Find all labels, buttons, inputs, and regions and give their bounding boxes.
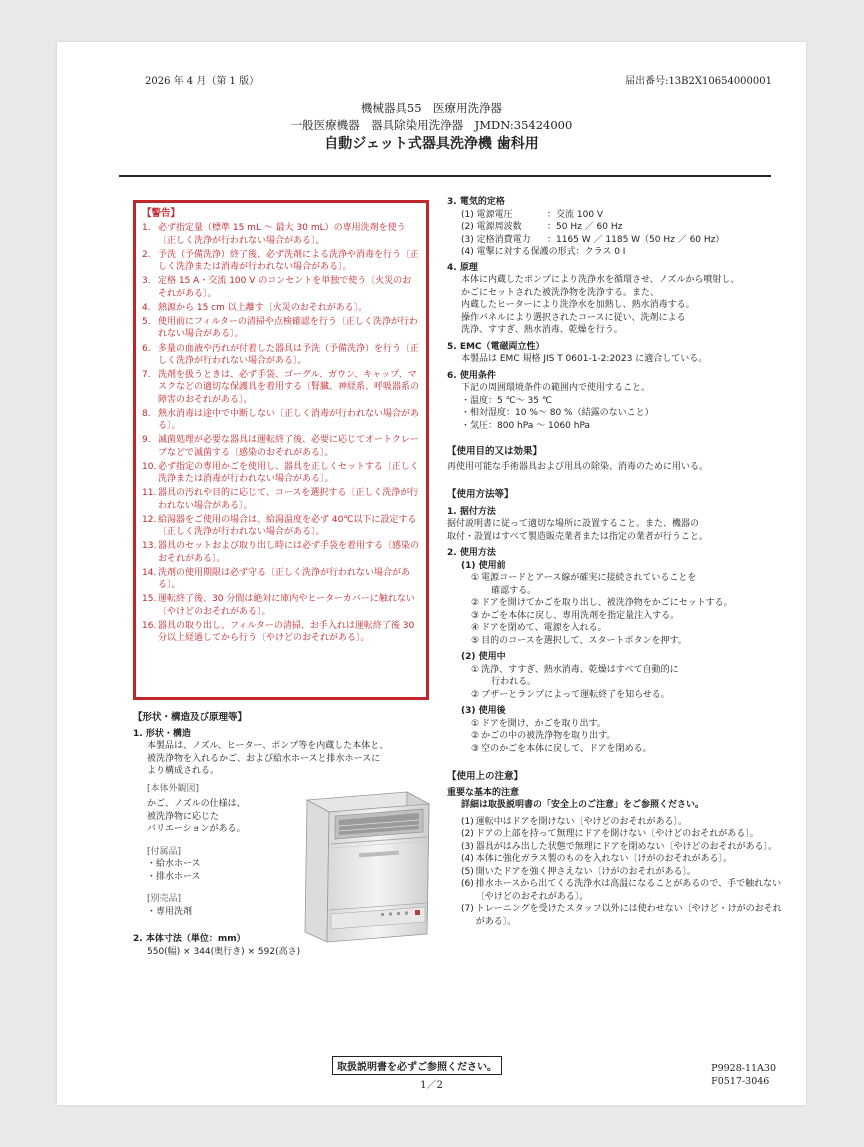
installation-heading: 1. 据付方法 — [447, 506, 496, 517]
step-line: ドアを開け、かごを取り出す。 — [481, 718, 606, 729]
caution-number: (2) — [461, 829, 474, 839]
step-line: かごの中の被洗浄物を取り出す。 — [481, 731, 616, 741]
warning-item — [142, 514, 420, 539]
registration-number: 届出番号:13B2X10654000001 — [625, 76, 772, 87]
condition-item: ・相対湿度：10 %～ 80 %（結露のないこと） — [461, 408, 654, 418]
rating-value: ：1165 W ／ 1185 W（50 Hz ／ 60 Hz） — [547, 234, 725, 245]
electrical-heading: 3. 電気的定格 — [447, 197, 505, 207]
shape-section-heading: 【形状・構造及び原理等】 — [133, 712, 248, 723]
body-line: 操作パネルにより選択されたコースに従い、洗剤による — [461, 312, 686, 323]
step-line: かごを本体に戻し、専用洗剤を指定量注入する。 — [481, 610, 680, 621]
body-line: 本製品は、ノズル、ヒーター、ポンプ等を内蔵した本体と、 — [147, 741, 389, 751]
caution-item — [461, 878, 787, 903]
during-use-heading: (2) 使用中 — [461, 652, 506, 662]
accessory-item: ・排水ホース — [147, 871, 201, 882]
warning-text: 必ず指定量（標準 15 mL ～ 最大 30 mL）の専用洗剤を使う〔正しく洗浄が行われない場合がある〕。 — [158, 223, 406, 246]
caution-text: 本体に強化ガラス製のものを入れない〔けがのおそれがある〕。 — [475, 854, 732, 864]
rating-value: ：クラス 0 I — [575, 247, 626, 257]
emc-body: 本製品は EMC 規格 JIS T 0601-1-2:2023 に適合している。 — [461, 354, 708, 364]
note-line: かご、ノズルの仕様は、 — [147, 799, 246, 809]
caution-item — [461, 903, 787, 928]
title-block — [57, 100, 806, 154]
rating-key: (4) 電撃に対する保護の形式 — [461, 247, 576, 257]
exterior-label: [本体外観図] — [147, 783, 200, 794]
caution-list — [447, 816, 787, 929]
warning-number: 5. — [142, 317, 151, 327]
page-number: 1／2 — [420, 1080, 443, 1091]
warning-box — [133, 200, 429, 700]
warning-item — [142, 316, 420, 341]
body-line: 内蔵したヒーターにより洗浄水を加熱し、熱水消毒する。 — [461, 300, 695, 310]
warning-item — [142, 222, 420, 247]
warning-item — [142, 620, 420, 645]
before-use-heading: (1) 使用前 — [461, 560, 506, 571]
rating-row — [461, 221, 787, 234]
step-line: ブザーとランプによって運転終了を知らせる。 — [481, 689, 670, 700]
warning-text: 運転終了後、30 分間は絶対に庫内やヒーターカバーに触れない〔やけどのおそれがある〕。 — [158, 594, 415, 617]
step-item — [471, 610, 787, 623]
caution-item — [461, 816, 787, 829]
installation-body — [447, 518, 787, 543]
warning-number: 4. — [142, 302, 151, 313]
warning-item — [142, 567, 420, 592]
accessories-label: [付属品] — [147, 846, 182, 857]
separate-item: ・専用洗剤 — [147, 906, 193, 917]
shape-structure-body — [133, 740, 433, 778]
warning-text: 多量の血液や汚れが付着した器具は予洗（予備洗浄）を行う〔正しく洗浄が行われない場合がある〕。 — [158, 343, 420, 366]
warning-item — [142, 487, 420, 512]
rating-row — [461, 246, 787, 259]
step-text — [481, 635, 787, 648]
caution-text: ドアの上部を持って無理にドアを開けない〔やけどのおそれがある〕。 — [475, 829, 759, 839]
step-number: ⑤ — [471, 635, 480, 646]
step-text — [481, 730, 787, 743]
warning-number: 6. — [142, 343, 151, 354]
caution-subheading: 重要な基本的注意 — [447, 787, 520, 798]
warning-number: 1. — [142, 223, 151, 234]
step-line: ドアを開けてかごを取り出し、被洗浄物をかごにセットする。 — [481, 598, 733, 608]
body-line: 洗浄、すすぎ、熱水消毒、乾燥を行う。 — [461, 325, 623, 335]
shape-structure-heading: 1. 形状・構造 — [133, 728, 191, 739]
warning-number: 15. — [142, 594, 157, 605]
caution-text: トレーニングを受けたスタッフ以外には使わせない〔やけど・けがのおそれがある〕。 — [475, 904, 782, 927]
step-number: ③ — [471, 610, 480, 621]
body-line: より構成される。 — [147, 766, 220, 776]
caution-item — [461, 841, 787, 854]
warning-number: 7. — [142, 370, 151, 380]
warning-number: 11. — [142, 488, 157, 499]
warning-text: 洗剤の使用期限は必ず守る〔正しく洗浄が行われない場合がある〕。 — [158, 567, 411, 591]
warning-number: 2. — [142, 249, 151, 260]
warning-number: 3. — [142, 276, 151, 287]
rating-key: (3) 定格消費電力 — [461, 234, 531, 245]
step-item — [471, 597, 787, 610]
warning-number: 13. — [142, 541, 157, 552]
accessory-item: ・給水ホース — [147, 859, 201, 869]
caution-number: (3) — [461, 841, 474, 852]
step-number: ① — [471, 573, 480, 583]
step-text — [481, 610, 787, 623]
step-number: ① — [471, 718, 480, 729]
rating-value: ：50 Hz ／ 60 Hz — [547, 222, 623, 232]
after-use-list — [447, 718, 787, 756]
caution-item — [461, 828, 787, 841]
step-item — [471, 718, 787, 731]
conditions-heading: 6. 使用条件 — [447, 370, 496, 381]
step-text — [481, 597, 787, 610]
caution-text: 排水ホースから出てくる洗浄水は高温になることがあるので、手で触れない〔やけどのおそれがある〕。 — [475, 879, 782, 902]
usage-heading: 2. 使用方法 — [447, 548, 496, 558]
warning-item — [142, 593, 420, 618]
after-use-heading: (3) 使用後 — [461, 706, 506, 716]
rating-key: (2) 電源周波数 — [461, 222, 522, 232]
condition-item: ・温度：5 ℃～ 35 ℃ — [461, 395, 552, 406]
step-line: ドアを閉めて、電源を入れる。 — [481, 623, 607, 633]
caution-reference: 詳細は取扱説明書の「安全上のご注意」をご参照ください。 — [461, 800, 705, 810]
title-rule — [119, 175, 771, 177]
step-item — [471, 730, 787, 743]
step-item — [471, 689, 787, 702]
product-name: 自動ジェット式器具洗浄機 歯科用 — [324, 136, 539, 152]
step-item — [471, 572, 787, 597]
caution-text: 開いたドアを強く押さえない〔けがのおそれがある〕。 — [475, 866, 696, 877]
document-codes — [711, 1062, 776, 1088]
step-line: 空のかごを本体に戻して、ドアを閉める。 — [481, 743, 652, 754]
step-item — [471, 743, 787, 756]
dimensions-heading: 2. 本体寸法（単位：mm） — [133, 934, 246, 944]
step-line: 電源コードとアース線が確実に接続されていることを — [481, 573, 697, 583]
warning-text: 使用前にフィルターの清掃や点検確認を行う〔正しく洗浄が行われない場合がある〕。 — [158, 317, 418, 340]
step-line: 洗浄、すすぎ、熱水消毒、乾燥はすべて自動的に — [481, 664, 679, 675]
warning-text: 洗剤を扱うときは、必ず手袋、ゴーグル、ガウン、キャップ、マスクなどの適切な保護具を着用する〔腎臓、神経系、呼吸器系の障害のおそれがある〕。 — [158, 370, 420, 405]
warning-item — [142, 343, 420, 368]
emc-heading: 5. EMC（電磁両立性） — [447, 341, 545, 352]
right-column — [447, 196, 787, 928]
body-line: 取付・設置はすべて製造販売業者または指定の業者が行うこと。 — [447, 531, 708, 542]
before-use-list — [447, 572, 787, 647]
warning-item — [142, 408, 420, 433]
rating-row — [461, 209, 787, 222]
step-number: ① — [471, 664, 480, 675]
rating-row — [461, 234, 787, 247]
warning-number: 14. — [142, 567, 157, 578]
warning-text: 熱水消毒は途中で中断しない〔正しく消毒が行われない場合がある〕。 — [158, 408, 420, 432]
warning-number: 10. — [142, 461, 157, 472]
step-item — [471, 664, 787, 689]
caution-heading: 【使用上の注意】 — [447, 771, 524, 782]
warning-item — [142, 540, 420, 565]
step-text — [481, 689, 787, 702]
warning-text: 定格 15 A・交流 100 V のコンセントを単独で使う〔火災のおそれがある〕。 — [158, 276, 412, 299]
principle-body — [447, 274, 787, 337]
rating-value: ：交流 100 V — [547, 209, 604, 220]
step-text — [481, 664, 787, 689]
caution-number: (1) — [461, 816, 474, 827]
step-item — [471, 635, 787, 648]
caution-number: (4) — [461, 854, 474, 864]
warning-text: 滅菌処理が必要な器具は運転終了後、必要に応じてオートクレーブなどで滅菌する〔感染のおそれがある〕。 — [158, 435, 419, 458]
warning-item — [142, 302, 420, 314]
step-text — [481, 572, 787, 597]
step-number: ② — [471, 689, 480, 700]
document-code: F0517-3046 — [711, 1076, 770, 1087]
step-number: ③ — [471, 743, 480, 754]
step-number: ④ — [471, 623, 480, 633]
note-line: 被洗浄物に応じた — [147, 811, 220, 822]
warning-item — [142, 369, 420, 406]
conditions-intro: 下記の周囲環境条件の範囲内で使用すること。 — [461, 383, 651, 393]
document-page — [57, 42, 806, 1105]
principle-heading: 4. 原理 — [447, 262, 478, 273]
warning-text: 器具の取り出し、フィルターの清掃、お手入れは運転終了後 30 分以上経過してから行う〔やけどのおそれがある〕。 — [158, 620, 415, 644]
purpose-body: 再使用可能な手術器具および用具の除染、消毒のために用いる。 — [447, 461, 709, 472]
warning-text: 器具の汚れや目的に応じて、コースを選択する〔正しく洗浄が行われない場合がある〕。 — [158, 488, 419, 511]
class-line: 機械器具55 医療用洗浄器 — [360, 101, 503, 115]
caution-item — [461, 853, 787, 866]
document-code: P9928-11A30 — [711, 1063, 776, 1074]
issue-date: 2026 年 4 月（第 1 版） — [145, 76, 260, 87]
category-line: 一般医療機器 器具除染用洗浄器 JMDN:35424000 — [290, 118, 573, 132]
note-line: バリエーションがある。 — [147, 824, 246, 834]
warning-item — [142, 275, 420, 300]
warning-item — [142, 461, 420, 486]
dishwasher-illustration-icon — [277, 782, 437, 944]
warning-text: 給湯器をご使用の場合は、給湯温度を必ず 40℃以下に設定する〔正しく洗浄が行われない場合がある〕。 — [158, 514, 417, 538]
warning-text: 器具のセットおよび取り出し時には必ず手袋を着用する〔感染のおそれがある〕。 — [158, 541, 420, 564]
step-text — [481, 718, 787, 731]
warning-number: 16. — [142, 620, 157, 631]
rating-key: (1) 電源電圧 — [461, 209, 513, 220]
step-number: ② — [471, 598, 480, 608]
caution-number: (5) — [461, 866, 474, 877]
step-line: 目的のコースを選択して、スタートボタンを押す。 — [481, 635, 687, 646]
warning-item — [142, 249, 420, 274]
body-line: かごにセットされた被洗浄物を洗浄する。また、 — [461, 287, 660, 298]
step-text — [481, 622, 787, 635]
manual-notice: 取扱説明書を必ずご参照ください。 — [332, 1056, 502, 1075]
step-line: 確認する。 — [491, 585, 537, 596]
step-number: ② — [471, 731, 480, 741]
method-heading: 【使用方法等】 — [447, 489, 514, 500]
body-line: 据付説明書に従って適切な場所に設置すること。また、機器の — [447, 519, 700, 529]
electrical-list — [447, 209, 787, 259]
warning-text: 予洗（予備洗浄）終了後、必ず洗剤による洗浄や消毒を行う〔正しく洗浄または消毒が行われない場合がある〕。 — [158, 249, 420, 273]
purpose-heading: 【使用目的又は効果】 — [447, 446, 543, 457]
body-line: 被洗浄物を入れるかご、および給水ホースと排水ホースに — [147, 753, 381, 764]
warning-list — [142, 222, 420, 644]
warning-item — [142, 434, 420, 459]
caution-number: (7) — [461, 904, 474, 914]
warning-number: 8. — [142, 408, 151, 419]
caution-number: (6) — [461, 879, 474, 889]
during-use-list — [447, 664, 787, 702]
separate-label: [別売品] — [147, 894, 182, 904]
warning-text: 必ず指定の専用かごを使用し、器具を正しくセットする〔正しく洗浄または消毒が行われない場合がある〕。 — [158, 461, 419, 485]
dimensions-body: 550(幅) × 344(奥行き) × 592(高さ) — [147, 946, 301, 957]
step-text — [481, 743, 787, 756]
warning-heading: 【警告】 — [142, 208, 181, 219]
warning-text: 熱源から 15 cm 以上離す〔火災のおそれがある〕。 — [158, 302, 368, 313]
step-line: 行われる。 — [491, 677, 537, 687]
warning-number: 9. — [142, 435, 151, 446]
step-item — [471, 622, 787, 635]
body-line: 本体に内蔵したポンプにより洗浄水を循環させ、ノズルから噴射し、 — [461, 275, 740, 285]
caution-text: 器具がはみ出した状態で無理にドアを閉めない〔やけどのおそれがある〕。 — [475, 841, 777, 852]
condition-item: ・気圧：800 hPa ～ 1060 hPa — [461, 420, 591, 431]
conditions-body — [447, 382, 787, 432]
warning-number: 12. — [142, 514, 157, 525]
caution-text: 運転中はドアを開けない〔やけどのおそれがある〕。 — [475, 816, 687, 827]
caution-item — [461, 866, 787, 879]
